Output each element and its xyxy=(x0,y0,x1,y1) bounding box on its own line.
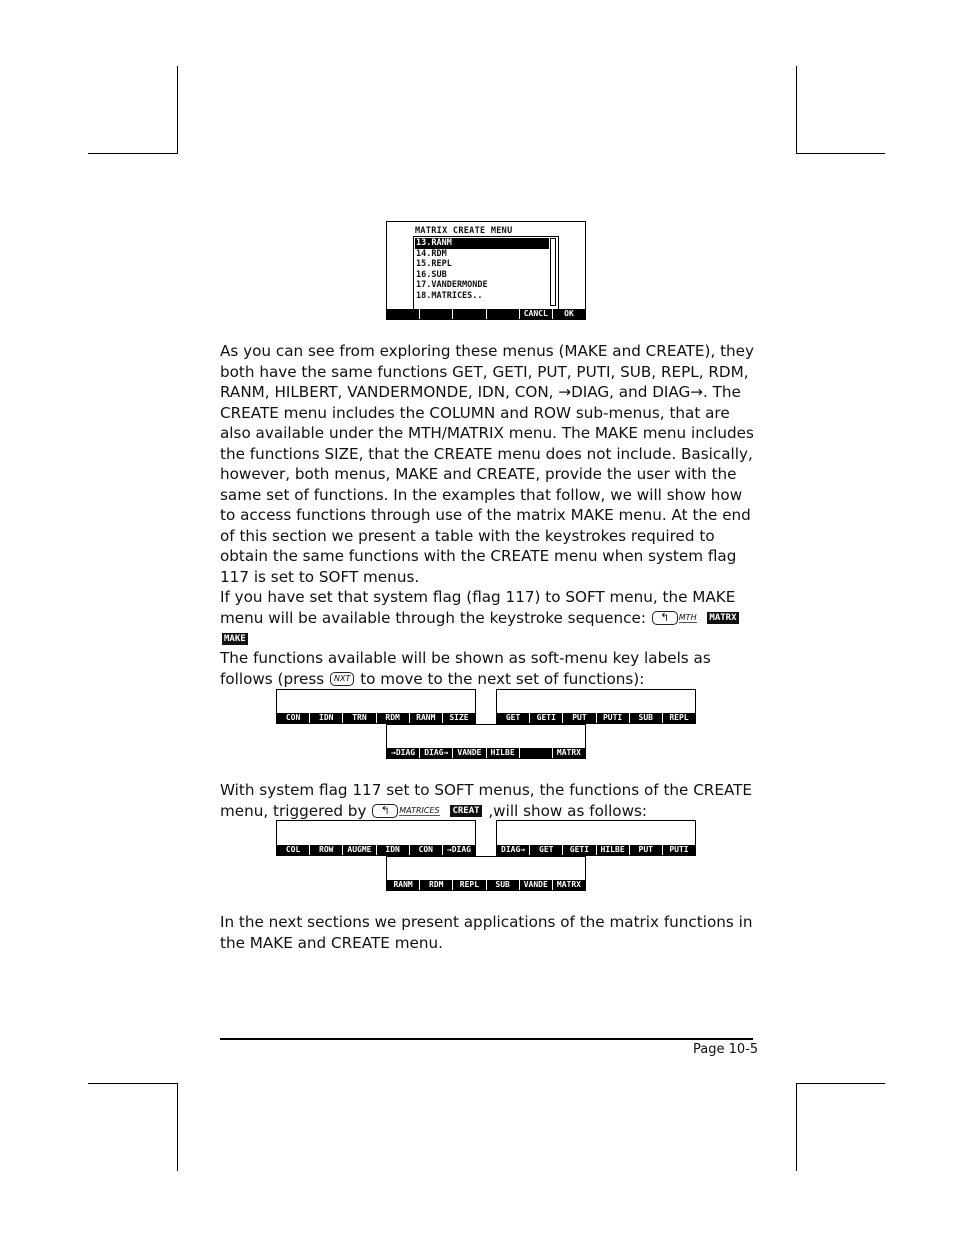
softkey[interactable] xyxy=(419,309,452,319)
softkey[interactable]: RANM xyxy=(409,713,442,723)
softkey[interactable]: HILBE xyxy=(596,845,629,855)
menu-item[interactable]: 14.RDM xyxy=(416,248,447,259)
create-menu-screen-3 xyxy=(386,856,586,891)
menu-item[interactable]: 15.REPL xyxy=(416,259,452,270)
paragraph-text: In the next sections we present applications of the matrix functions in the MAKE and CREATE menu. xyxy=(220,913,753,952)
softkey-bar xyxy=(277,845,475,855)
softkey[interactable]: SUB xyxy=(486,880,519,890)
softkey[interactable]: CON xyxy=(285,713,301,722)
paragraph-text: As you can see from exploring these menus (MAKE and CREATE), they both have the same functions GET, GETI, PUT, PUTI, SUB, REPL, RDM, RANM, HILBERT, VANDERMONDE, IDN, CON, →DIAG, and DIAG→. The CREATE menu includes the COLUMN and ROW sub-menus, that are also available under the MTH/MATRIX menu. The MAKE menu includes the functions SIZE, that the CREATE menu does not include. Basically, however, both menus, MAKE and CREATE, provide the user with the same set of functions. In the examples that follow, we will show how to access functions through use of the matrix MAKE menu. At the end of this section we present a table with the keystrokes required to obtain the same functions with the CREATE menu when system flag 117 is set to SOFT menus. xyxy=(220,342,755,586)
softkey[interactable]: GETI xyxy=(529,713,562,723)
menu-item[interactable]: 16.SUB xyxy=(416,269,447,280)
softkey[interactable]: TRN xyxy=(342,713,375,723)
footer-rule xyxy=(220,1038,753,1040)
make-menu-screen-2 xyxy=(496,689,696,724)
body-paragraph xyxy=(220,780,760,821)
body-paragraph xyxy=(220,341,760,587)
softkey[interactable]: HILBE xyxy=(486,748,519,758)
menu-item[interactable]: 18.MATRICES.. xyxy=(416,290,483,301)
softkey[interactable]: IDN xyxy=(309,713,342,723)
softkey[interactable]: AUGME xyxy=(342,845,375,855)
make-menu-screen-3 xyxy=(386,724,586,759)
softkey[interactable]: VANDE xyxy=(452,748,485,758)
paragraph-text: ,will show as follows: xyxy=(488,801,648,820)
crop-mark xyxy=(796,66,797,154)
softkey[interactable]: GET xyxy=(505,713,521,722)
softkey[interactable]: GETI xyxy=(562,845,595,855)
softkey[interactable]: →DIAG xyxy=(442,845,475,855)
softkey[interactable]: RDM xyxy=(419,880,452,890)
softkey[interactable]: CON xyxy=(409,845,442,855)
menu-scrollbar[interactable] xyxy=(550,238,556,306)
matrx-softkey: MATRX xyxy=(709,613,737,623)
softkey[interactable]: →DIAG xyxy=(391,748,416,757)
softkey[interactable] xyxy=(452,309,485,319)
softkey[interactable]: MATRX xyxy=(552,748,585,758)
calculator-screen-create-menu xyxy=(386,221,586,320)
softkey-ok[interactable]: OK xyxy=(552,309,585,319)
left-shift-key-icon: ↰ xyxy=(372,804,398,818)
paragraph-text: With system flag 117 set to SOFT menus, the functions of the CREATE menu, triggered by xyxy=(220,781,753,820)
softkey[interactable]: PUT xyxy=(629,845,662,855)
create-menu-screen-1 xyxy=(276,820,476,856)
create-menu-screen-2 xyxy=(496,820,696,856)
paragraph-text: If you have set that system flag (flag 117) to SOFT menu, the MAKE menu will be available through the keystroke sequence: xyxy=(220,588,736,627)
crop-mark xyxy=(88,153,177,154)
softkey-bar xyxy=(387,748,585,758)
make-menu-screen-1 xyxy=(276,689,476,724)
softkey[interactable] xyxy=(519,748,552,758)
softkey[interactable] xyxy=(387,309,419,319)
body-paragraph xyxy=(220,648,760,689)
left-shift-key-icon: ↰ xyxy=(652,611,678,625)
softkey[interactable]: SIZE xyxy=(442,713,475,723)
crop-mark xyxy=(88,1083,177,1084)
softkey[interactable]: PUTI xyxy=(596,713,629,723)
mth-key-label: MTH xyxy=(678,612,697,622)
body-paragraph xyxy=(220,587,760,649)
softkey[interactable] xyxy=(486,309,519,319)
menu-title: MATRIX CREATE MENU xyxy=(415,226,513,236)
softkey[interactable]: COL xyxy=(285,845,301,854)
menu-item[interactable]: 17.VANDERMONDE xyxy=(416,280,488,291)
matrices-key-label: MATRICES xyxy=(399,805,440,815)
softkey[interactable]: DIAG→ xyxy=(419,748,452,758)
menu-item-selected[interactable]: 13.RANM xyxy=(415,238,549,249)
crop-mark xyxy=(797,1083,885,1084)
softkey-bar xyxy=(497,845,695,855)
softkey[interactable]: DIAG→ xyxy=(501,845,526,854)
crop-mark xyxy=(177,66,178,154)
softkey[interactable]: PUTI xyxy=(662,845,695,855)
body-paragraph xyxy=(220,912,760,953)
softkey[interactable]: REPL xyxy=(662,713,695,723)
softkey-cancel[interactable]: CANCL xyxy=(519,309,552,319)
menu-list xyxy=(415,238,549,302)
softkey[interactable]: GET xyxy=(529,845,562,855)
softkey[interactable]: SUB xyxy=(629,713,662,723)
softkey[interactable]: IDN xyxy=(376,845,409,855)
nxt-key-icon: NXT xyxy=(330,672,354,686)
softkey-bar xyxy=(387,309,585,319)
crop-mark xyxy=(177,1083,178,1171)
crop-mark xyxy=(797,153,885,154)
paragraph-text: to move to the next set of functions): xyxy=(360,669,645,688)
softkey-bar xyxy=(387,880,585,890)
softkey[interactable]: MATRX xyxy=(552,880,585,890)
softkey[interactable]: RANM xyxy=(393,880,413,889)
softkey[interactable]: PUT xyxy=(562,713,595,723)
creat-softkey: CREAT xyxy=(452,806,480,816)
softkey[interactable]: RDM xyxy=(376,713,409,723)
softkey[interactable]: ROW xyxy=(309,845,342,855)
page-number: Page 10-5 xyxy=(693,1042,759,1057)
softkey[interactable]: VANDE xyxy=(519,880,552,890)
softkey-bar xyxy=(277,713,475,723)
make-softkey: MAKE xyxy=(224,633,246,644)
softkey[interactable]: REPL xyxy=(452,880,485,890)
crop-mark xyxy=(796,1083,797,1171)
softkey-bar xyxy=(497,713,695,723)
paragraph-text: The functions available will be shown as soft-menu key labels as follows (press xyxy=(220,649,711,688)
